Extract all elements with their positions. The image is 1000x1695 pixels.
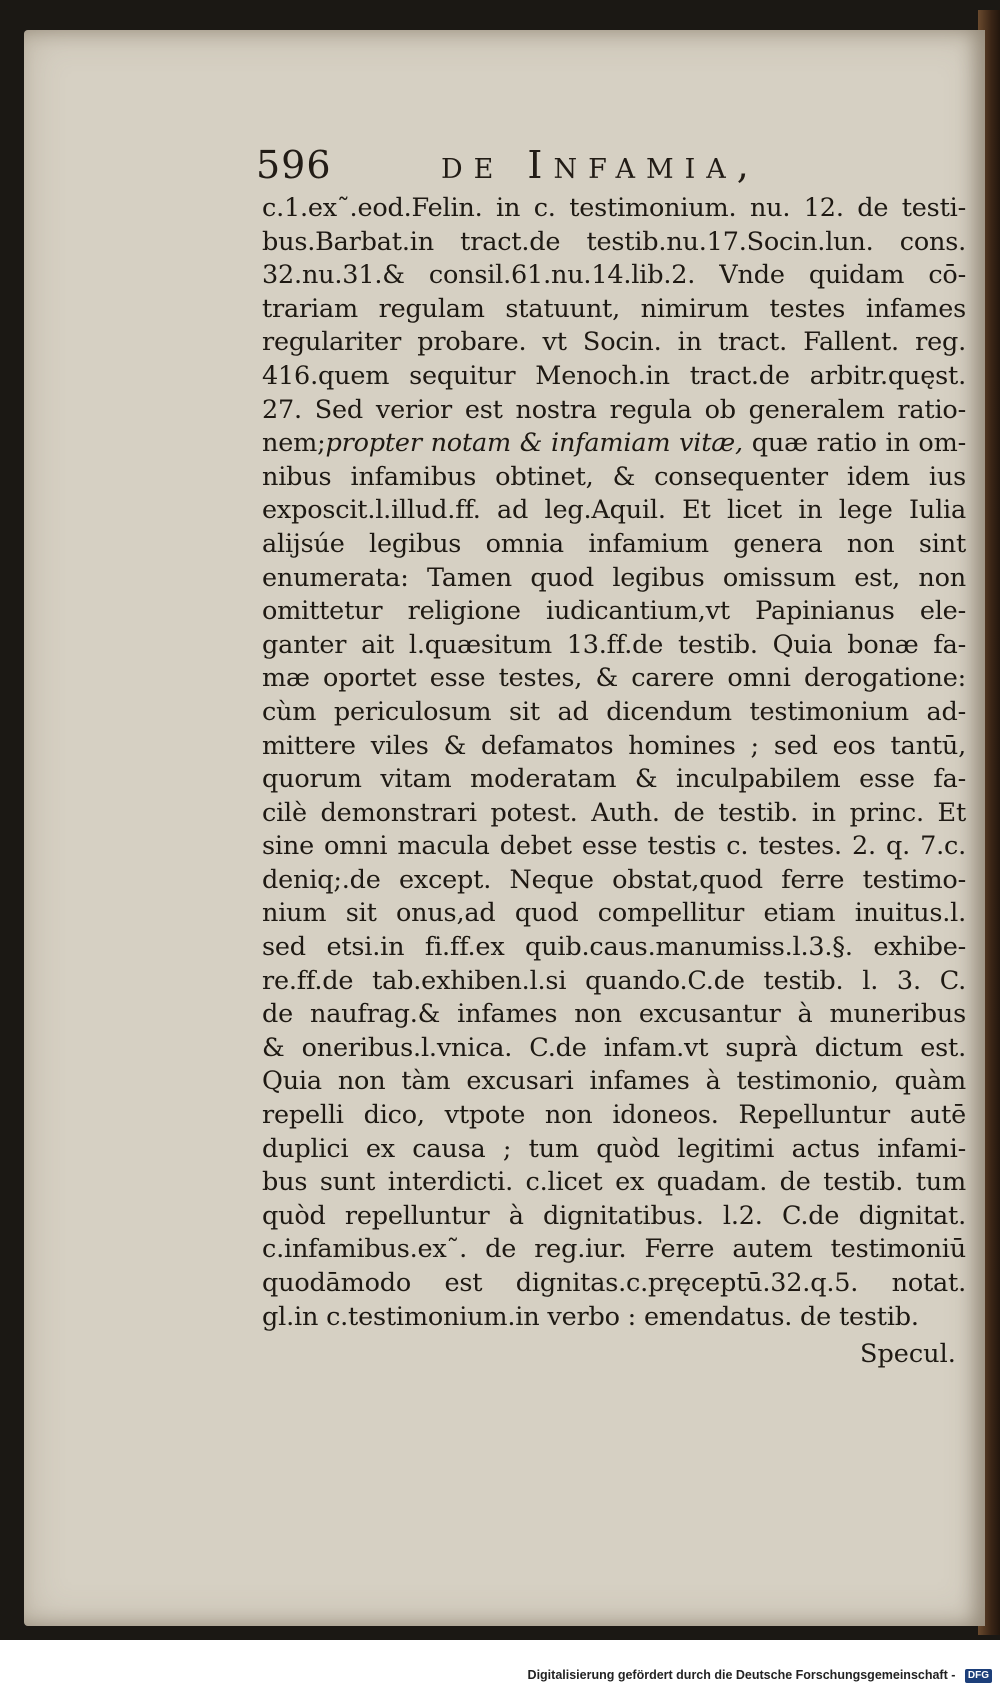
text-line: & oneribus.l.vnica. C.de infam.vt suprà dictum est.	[262, 1032, 966, 1063]
text-line: 416.quem sequitur Menoch.in tract.de arbitr.quęst.	[262, 360, 966, 391]
italic-quote: propter notam & infamiam vitæ,	[325, 428, 743, 459]
text-line: quòd repelluntur à dignitatibus. l.2. C.de dignitat.	[262, 1200, 966, 1231]
text-line: c.infamibus.ex˜. de reg.iur. Ferre autem testimoniū	[262, 1234, 966, 1265]
page-header	[256, 140, 816, 196]
text-line: quorum vitam moderatam & inculpabilem esse fa-	[262, 764, 966, 795]
text-line: Quia non tàm excusari infames à testimonio, quàm	[262, 1066, 966, 1097]
text-line: sed etsi.in fi.ff.ex quib.caus.manumiss.l.3.§. exhibe-	[262, 932, 966, 963]
text-line: omittetur religione iudicantium,vt Papinianus ele-	[262, 596, 966, 627]
page-number: 596	[256, 143, 332, 187]
text-line: bus.Barbat.in tract.de testib.nu.17.Socin.lun. cons.	[262, 226, 966, 257]
text-line: 27. Sed verior est nostra regula ob generalem ratio-	[262, 394, 966, 425]
text-line: regulariter probare. vt Socin. in tract. Fallent. reg.	[262, 327, 966, 358]
digitization-footer	[0, 1668, 992, 1683]
footer-credit: Digitalisierung gefördert durch die Deutsche Forschungsgemeinschaft -	[527, 1668, 956, 1682]
text-line: c.1.ex˜.eod.Felin. in c. testimonium. nu. 12. de testi-	[262, 193, 966, 223]
text-line: gl.in c.testimonium.in verbo : emendatus. de testib.	[262, 1301, 919, 1332]
text-line: bus sunt interdicti. c.licet ex quadam. de testib. tum	[262, 1167, 966, 1198]
text-line: nem;propter notam & infamiam vitæ, quæ ratio in om-	[262, 428, 966, 459]
catchword: Specul.	[860, 1339, 956, 1369]
text-line: repelli dico, vtpote non idoneos. Repelluntur autē	[262, 1100, 966, 1131]
running-title: de Infamia,	[441, 143, 760, 187]
text-line: quodāmodo est dignitas.c.pręceptū.32.q.5. notat.	[262, 1268, 966, 1298]
text-line: trariam regulam statuunt, nimirum testes infames	[262, 293, 966, 324]
text-line: re.ff.de tab.exhiben.l.si quando.C.de testib. l. 3. C.	[262, 965, 966, 996]
text-line: cilè demonstrari potest. Auth. de testib. in princ. Et	[262, 797, 966, 828]
text-line: sine omni macula debet esse testis c. testes. 2. q. 7.c.	[262, 831, 966, 862]
text-line: ganter ait l.quæsitum 13.ff.de testib. Quia bonæ fa-	[262, 629, 966, 660]
dfg-logo: DFG	[965, 1669, 992, 1683]
text-line: mittere viles & defamatos homines ; sed eos tantū,	[262, 730, 966, 761]
text-line: alijsúe legibus omnia infamium genera non sint	[262, 528, 966, 559]
text-line: nibus infamibus obtinet, & consequenter idem ius	[262, 461, 966, 492]
text-line: nium sit onus,ad quod compellitur etiam inuitus.l.	[262, 898, 966, 929]
text-line: exposcit.l.illud.ff. ad leg.Aquil. Et licet in lege Iulia	[262, 495, 966, 526]
text-line: mæ oportet esse testes, & carere omni derogatione:	[262, 663, 966, 694]
text-line: cùm periculosum sit ad dicendum testimonium ad-	[262, 696, 966, 727]
body-text	[262, 192, 966, 1334]
text-line: deniq;.de except. Neque obstat,quod ferre testimo-	[262, 864, 966, 895]
text-line: 32.nu.31.& consil.61.nu.14.lib.2. Vnde quidam cō-	[262, 260, 966, 291]
text-line: de naufrag.& infames non excusantur à muneribus	[262, 999, 966, 1030]
text-line: enumerata: Tamen quod legibus omissum est, non	[262, 562, 966, 593]
text-line: duplici ex causa ; tum quòd legitimi actus infami-	[262, 1133, 966, 1164]
